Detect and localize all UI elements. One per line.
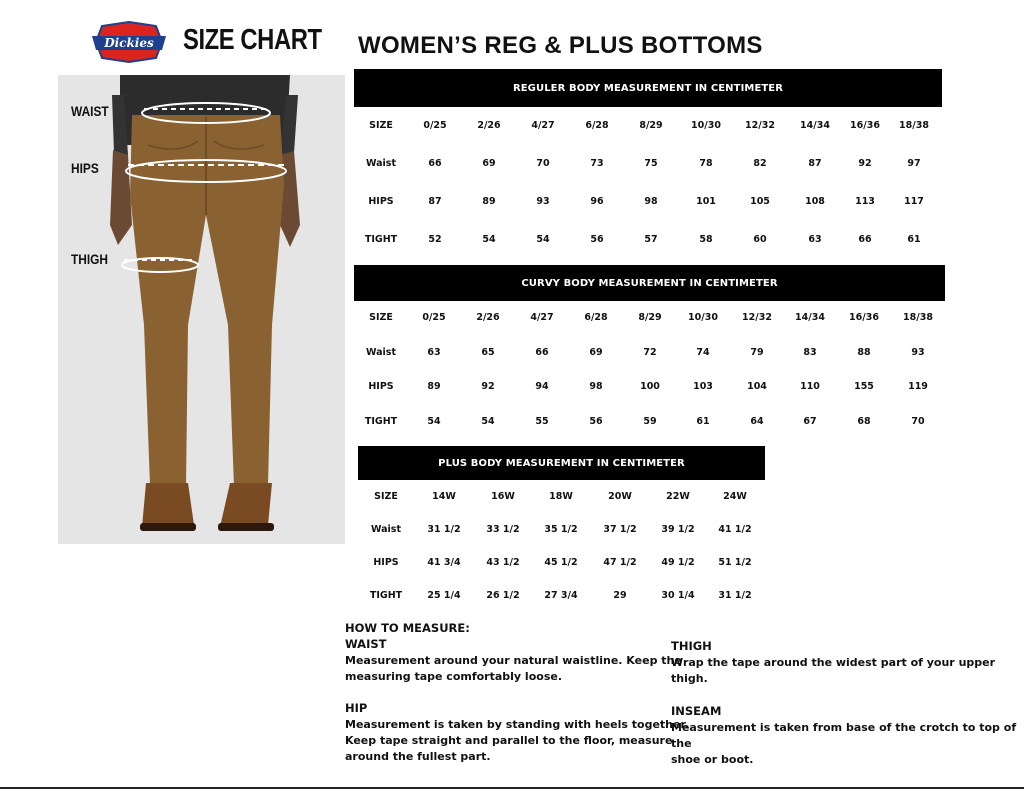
table-cell: 87 [428, 196, 442, 207]
dickies-logo [90, 20, 168, 64]
row-label: Waist [370, 524, 402, 535]
table-cell: 37 1/2 [603, 524, 637, 535]
table-cell: 6/28 [585, 120, 609, 131]
table-cell: 12/32 [745, 120, 775, 131]
size-row [354, 308, 945, 328]
table-cell: 60 [753, 234, 767, 245]
table-cell: 14W [432, 491, 456, 502]
table-cell: 97 [907, 158, 921, 169]
model-photo [58, 75, 345, 544]
table-cell: 113 [855, 196, 875, 207]
table-cell: 55 [535, 416, 549, 427]
row-label: HIPS [373, 557, 399, 568]
hips-row [358, 553, 765, 573]
table-cell: 103 [693, 381, 713, 392]
table-cell: 8/29 [638, 312, 662, 323]
table-cell: 100 [640, 381, 660, 392]
table-cell: 63 [427, 347, 441, 358]
svg-text:Dickies: Dickies [104, 36, 154, 50]
table-cell: 26 1/2 [486, 590, 520, 601]
table-cell: 75 [644, 158, 658, 169]
table-cell: 56 [590, 234, 604, 245]
table-cell: 92 [858, 158, 872, 169]
table-cell: 57 [644, 234, 658, 245]
table-cell: 58 [699, 234, 713, 245]
table-cell: 29 [613, 590, 627, 601]
hip-line-1: Measurement is taken by standing with heels together. [345, 718, 689, 731]
table-cell: 4/27 [530, 312, 554, 323]
row-label: SIZE [369, 312, 393, 323]
regular-size-table [354, 69, 942, 254]
table-cell: 88 [857, 347, 871, 358]
table-cell: 47 1/2 [603, 557, 637, 568]
table-cell: 54 [481, 416, 495, 427]
table-cell: 78 [699, 158, 713, 169]
table-cell: 51 1/2 [718, 557, 752, 568]
table-cell: 18/38 [903, 312, 933, 323]
inseam-heading: INSEAM [671, 704, 722, 718]
table-cell: 117 [904, 196, 924, 207]
waist-row [354, 343, 945, 363]
table-cell: 25 1/4 [427, 590, 461, 601]
table-cell: 41 3/4 [427, 557, 461, 568]
thigh-label: THIGH [71, 251, 109, 267]
table-cell: 45 1/2 [544, 557, 578, 568]
table-cell: 14/34 [795, 312, 825, 323]
thigh-line-1: Wrap the tape around the widest part of your upper thigh. [671, 656, 996, 685]
table-cell: 98 [589, 381, 603, 392]
table-title-bar: PLUS BODY MEASUREMENT IN CENTIMETER [358, 446, 765, 480]
table-cell: 43 1/2 [486, 557, 520, 568]
table-cell: 2/26 [476, 312, 500, 323]
pants-illustration [58, 75, 345, 544]
table-cell: 10/30 [688, 312, 718, 323]
waist-row [358, 520, 765, 540]
table-cell: 20W [608, 491, 632, 502]
row-label: Waist [365, 347, 397, 358]
table-cell: 155 [854, 381, 874, 392]
table-cell: 101 [696, 196, 716, 207]
row-label: HIPS [368, 196, 394, 207]
thigh-heading: THIGH [671, 639, 712, 653]
table-cell: 16/36 [849, 312, 879, 323]
table-cell: 4/27 [531, 120, 555, 131]
table-cell: 105 [750, 196, 770, 207]
table-title-bar: REGULER BODY MEASUREMENT IN CENTIMETER [354, 69, 942, 107]
waist-line-2: measuring tape comfortably loose. [345, 670, 563, 683]
inseam-line-1: Measurement is taken from base of the crotch to top of the [671, 721, 1017, 750]
page-title: WOMEN’S REG & PLUS BOTTOMS [358, 32, 763, 59]
table-cell: 18W [549, 491, 573, 502]
table-cell: 52 [428, 234, 442, 245]
table-cell: 56 [589, 416, 603, 427]
bottom-divider [0, 787, 1024, 789]
hips-row [354, 192, 942, 212]
hip-line-2: Keep tape straight and parallel to the floor, measure [345, 734, 673, 747]
table-cell: 66 [535, 347, 549, 358]
table-cell: 110 [800, 381, 820, 392]
inseam-line-2: shoe or boot. [671, 753, 754, 766]
waist-row [354, 154, 942, 174]
table-cell: 49 1/2 [661, 557, 695, 568]
table-cell: 27 3/4 [544, 590, 578, 601]
row-label: TIGHT [364, 234, 398, 245]
table-cell: 72 [643, 347, 657, 358]
plus-size-table [358, 446, 765, 610]
table-cell: 2/26 [477, 120, 501, 131]
waist-label: WAIST [71, 103, 109, 119]
thigh-description [671, 655, 1024, 687]
how-to-measure-heading: HOW TO MEASURE: [345, 621, 470, 635]
table-title-bar: CURVY BODY MEASUREMENT IN CENTIMETER [354, 265, 945, 301]
table-cell: 93 [911, 347, 925, 358]
table-cell: 67 [803, 416, 817, 427]
waist-description [345, 653, 682, 685]
table-cell: 24W [723, 491, 747, 502]
hip-line-3: around the fullest part. [345, 750, 491, 763]
table-cell: 89 [427, 381, 441, 392]
table-cell: 73 [590, 158, 604, 169]
table-cell: 0/25 [423, 120, 447, 131]
inseam-description [671, 720, 1024, 768]
table-cell: 64 [750, 416, 764, 427]
table-cell: 41 1/2 [718, 524, 752, 535]
curvy-size-table [354, 265, 945, 436]
hips-label: HIPS [71, 160, 99, 176]
row-label: TIGHT [364, 416, 398, 427]
table-cell: 70 [911, 416, 925, 427]
table-cell: 22W [666, 491, 690, 502]
table-cell: 0/25 [422, 312, 446, 323]
row-label: Waist [365, 158, 397, 169]
table-cell: 94 [535, 381, 549, 392]
table-cell: 12/32 [742, 312, 772, 323]
table-cell: 104 [747, 381, 767, 392]
table-cell: 87 [808, 158, 822, 169]
table-cell: 69 [482, 158, 496, 169]
waist-line-1: Measurement around your natural waistline. Keep the [345, 654, 682, 667]
table-cell: 61 [696, 416, 710, 427]
size-row [358, 487, 765, 507]
table-cell: 65 [481, 347, 495, 358]
hips-row [354, 377, 945, 397]
table-cell: 14/34 [800, 120, 830, 131]
table-cell: 66 [428, 158, 442, 169]
table-cell: 54 [482, 234, 496, 245]
table-cell: 35 1/2 [544, 524, 578, 535]
table-cell: 68 [857, 416, 871, 427]
table-cell: 98 [644, 196, 658, 207]
thigh-row [354, 230, 942, 250]
table-cell: 63 [808, 234, 822, 245]
table-cell: 59 [643, 416, 657, 427]
row-label: SIZE [374, 491, 398, 502]
hip-description [345, 717, 689, 765]
table-cell: 79 [750, 347, 764, 358]
thigh-row [354, 412, 945, 432]
thigh-row [358, 586, 765, 606]
table-cell: 10/30 [691, 120, 721, 131]
table-cell: 18/38 [899, 120, 929, 131]
table-cell: 39 1/2 [661, 524, 695, 535]
table-cell: 30 1/4 [661, 590, 695, 601]
table-cell: 54 [427, 416, 441, 427]
table-cell: 89 [482, 196, 496, 207]
table-cell: 16W [491, 491, 515, 502]
table-cell: 74 [696, 347, 710, 358]
row-label: HIPS [368, 381, 394, 392]
table-cell: 93 [536, 196, 550, 207]
table-cell: 31 1/2 [718, 590, 752, 601]
table-cell: 6/28 [584, 312, 608, 323]
table-cell: 92 [481, 381, 495, 392]
table-cell: 16/36 [850, 120, 880, 131]
table-cell: 61 [907, 234, 921, 245]
table-cell: 31 1/2 [427, 524, 461, 535]
table-cell: 8/29 [639, 120, 663, 131]
table-cell: 119 [908, 381, 928, 392]
waist-heading: WAIST [345, 637, 387, 651]
table-cell: 82 [753, 158, 767, 169]
table-cell: 66 [858, 234, 872, 245]
table-cell: 70 [536, 158, 550, 169]
hip-heading: HIP [345, 701, 368, 715]
table-cell: 96 [590, 196, 604, 207]
row-label: TIGHT [369, 590, 403, 601]
size-chart-title: SIZE CHART [183, 24, 322, 56]
table-cell: 69 [589, 347, 603, 358]
table-cell: 54 [536, 234, 550, 245]
table-cell: 83 [803, 347, 817, 358]
size-row [354, 116, 942, 136]
table-cell: 108 [805, 196, 825, 207]
row-label: SIZE [369, 120, 393, 131]
table-cell: 33 1/2 [486, 524, 520, 535]
